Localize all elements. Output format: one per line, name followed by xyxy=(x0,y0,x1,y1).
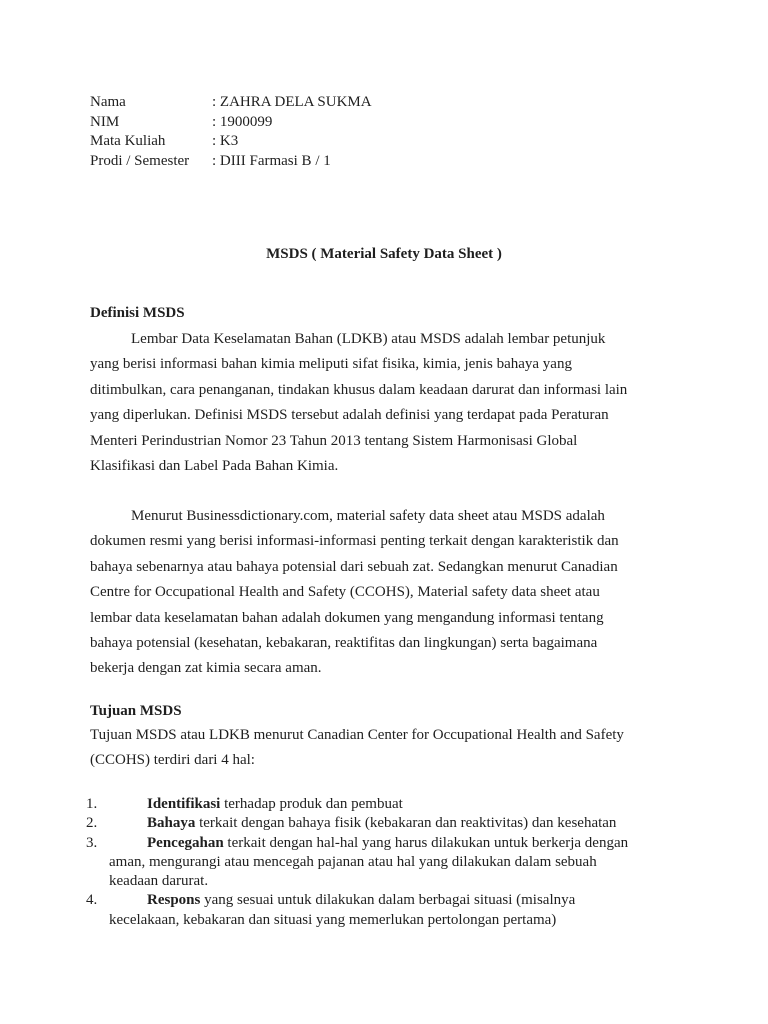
list-desc: terkait dengan hal-hal yang harus dilakukan untuk berkerja dengan xyxy=(223,834,629,851)
list-text xyxy=(147,795,686,814)
list-number: 2. xyxy=(86,815,98,832)
info-value: : K3 xyxy=(212,133,239,149)
paragraph-definisi-1 xyxy=(90,327,680,479)
text-line: bahaya sebenarnya atau bahaya potensial dari sebuah zat. Sedangkan menurut Canadian xyxy=(90,558,618,575)
list-item xyxy=(86,814,686,833)
text-line: lembar data keselamatan bahan adalah dokumen yang mengandung informasi tentang xyxy=(90,609,604,626)
paragraph-tujuan-intro xyxy=(90,723,680,774)
info-value: : DIII Farmasi B / 1 xyxy=(212,152,331,169)
list-text xyxy=(147,814,686,833)
info-row-nama xyxy=(90,93,372,113)
text-line: (CCOHS) terdiri dari 4 hal: xyxy=(90,752,255,769)
list-number: 4. xyxy=(86,892,98,909)
info-label: Prodi / Semester xyxy=(90,152,190,169)
text-line: Klasifikasi dan Label Pada Bahan Kimia. xyxy=(90,458,339,475)
list-continuation: keadaan darurat. xyxy=(109,873,209,890)
list-desc: yang sesuai untuk dilakukan dalam berbagai situasi (misalnya xyxy=(200,892,576,909)
text-line: Menteri Perindustrian Nomor 23 Tahun 2013 tentang Sistem Harmonisasi Global xyxy=(90,432,578,449)
text-line: yang berisi informasi bahan kimia meliputi sifat fisika, kimia, jenis bahaya yang xyxy=(90,356,572,373)
list-term: Respons xyxy=(147,892,201,909)
list-item xyxy=(86,795,686,814)
paragraph-definisi-2 xyxy=(90,504,680,682)
text-line: Lembar Data Keselamatan Bahan (LDKB) atau MSDS adalah lembar petunjuk xyxy=(131,331,606,347)
list-desc: terhadap produk dan pembuat xyxy=(220,796,403,812)
list-item xyxy=(86,834,686,892)
info-row-mata-kuliah xyxy=(90,132,372,152)
student-info xyxy=(90,93,372,171)
list-desc: terkait dengan bahaya fisik (kebakaran dan reaktivitas) dan kesehatan xyxy=(195,815,617,832)
info-value: : 1900099 xyxy=(212,113,273,130)
document-title: MSDS ( Material Safety Data Sheet ) xyxy=(266,246,502,262)
text-line: Centre for Occupational Health and Safety (CCOHS), Material safety data sheet atau xyxy=(90,584,600,601)
list-term: Identifikasi xyxy=(147,796,221,812)
info-row-prodi-semester xyxy=(90,152,372,172)
info-label: Mata Kuliah xyxy=(90,133,166,149)
list-item xyxy=(86,891,686,930)
info-label: NIM xyxy=(90,113,120,130)
list-number: 3. xyxy=(86,834,98,851)
section-heading-tujuan: Tujuan MSDS xyxy=(90,703,182,719)
list-term: Bahaya xyxy=(147,815,196,832)
list-continuation: kecelakaan, kebakaran dan situasi yang memerlukan pertolongan pertama) xyxy=(109,911,557,928)
info-label: Nama xyxy=(90,94,126,110)
text-line: ditimbulkan, cara penanganan, tindakan khusus dalam keadaan darurat dan informasi lain xyxy=(90,381,628,398)
text-line: bahaya potensial (kesehatan, kebakaran, reaktifitas dan lingkungan) serta bagaimana xyxy=(90,635,598,652)
section-heading-definisi: Definisi MSDS xyxy=(90,305,185,321)
info-row-nim xyxy=(90,113,372,133)
text-line: dokumen resmi yang berisi informasi-informasi penting terkait dengan karakteristik dan xyxy=(90,533,619,550)
text-line: Tujuan MSDS atau LDKB menurut Canadian Center for Occupational Health and Safety xyxy=(90,727,624,743)
tujuan-list xyxy=(86,795,686,930)
list-term: Pencegahan xyxy=(147,834,224,851)
info-value: : ZAHRA DELA SUKMA xyxy=(212,94,372,110)
list-continuation: aman, mengurangi atau mencegah pajanan atau hal yang dilakukan dalam sebuah xyxy=(109,853,597,870)
text-line: bekerja dengan zat kimia secara aman. xyxy=(90,660,322,677)
text-line: yang diperlukan. Definisi MSDS tersebut adalah definisi yang terdapat pada Peraturan xyxy=(90,407,609,424)
list-text xyxy=(147,834,686,853)
list-number: 1. xyxy=(86,796,98,812)
text-line: Menurut Businessdictionary.com, material safety data sheet atau MSDS adalah xyxy=(131,508,605,524)
list-text xyxy=(147,891,686,910)
